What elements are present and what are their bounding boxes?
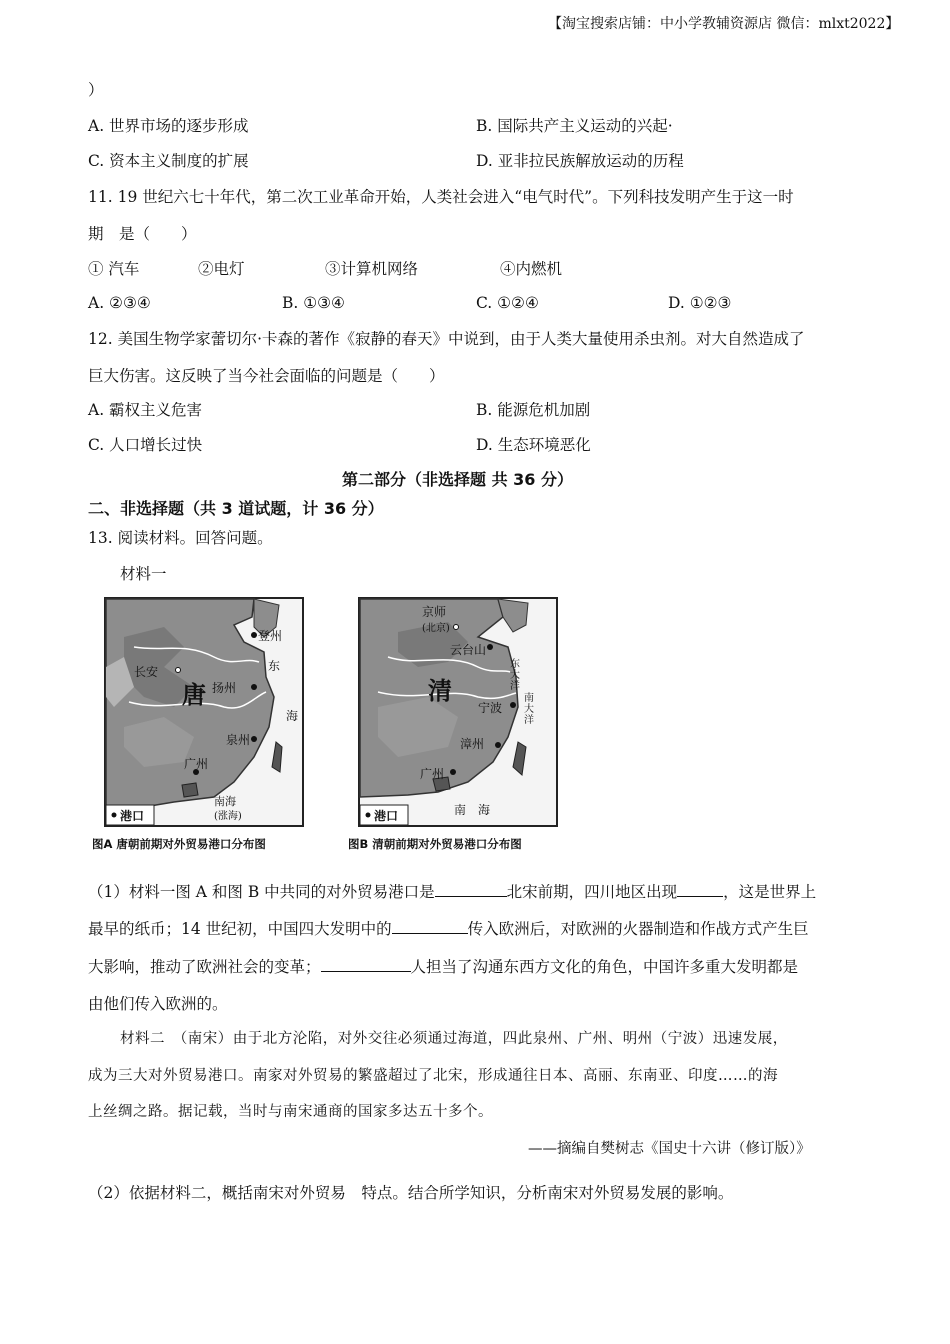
map-b-qing xyxy=(358,597,558,827)
material2-line3: 上丝绸之路。据记载，当时与南宋通商的国家多达五十多个。 xyxy=(88,1104,493,1120)
q12-stem-line1: 12. 美国生物学家蕾切尔·卡森的著作《寂静的春天》中说到，由于人类大量使用杀虫剂。对大自然造成了 xyxy=(88,330,805,348)
map-a-sea-east-1: 东 xyxy=(268,659,281,673)
map-b-place-jingshi: 京师 xyxy=(422,605,447,619)
map-b-place-beijing: (北京) xyxy=(422,623,450,634)
q11-option-b: B. ①③④ xyxy=(282,294,345,312)
map-b-east-ocean: 东大洋 xyxy=(510,659,520,692)
q13-sub1-text-1c: ，这是世界上 xyxy=(723,883,817,901)
q12-option-c: C. 人口增长过快 xyxy=(88,436,203,454)
q11-option-d: D. ①②③ xyxy=(668,294,732,312)
q13-sub1-text-3b: 人担当了沟通东西方文化的角色，中国许多重大发明都是 xyxy=(410,958,799,976)
map-a-dynasty-label: 唐 xyxy=(182,680,206,709)
map-a-sea-east-2: 海 xyxy=(286,709,299,723)
answer-blank-2[interactable] xyxy=(677,882,723,897)
q13-sub1-text-1a: （1）材料一图 A 和图 B 中共同的对外贸易港口是 xyxy=(88,883,435,901)
map-b-south-ocean: 南大洋 xyxy=(524,693,534,726)
q13-sub1-text-3a: 大影响，推动了欧洲社会的变革； xyxy=(88,958,321,976)
map-a-tang xyxy=(104,597,304,827)
map-b-place-zhangzhou: 漳州 xyxy=(460,737,485,751)
q12-option-d: D. 生态环境恶化 xyxy=(476,436,591,454)
map-a-place-guangzhou: 广州 xyxy=(184,757,209,771)
map-a-legend-port: 港口 xyxy=(120,809,145,823)
q13-sub1-text-2a: 最早的纸币；14 世纪初，中国四大发明中的 xyxy=(88,920,392,938)
q10-continuation: ） xyxy=(88,81,104,99)
q12-stem-line2: 巨大伤害。这反映了当今社会面临的问题是（ ） xyxy=(88,367,445,385)
material1-label: 材料一 xyxy=(120,565,167,583)
q10-option-a: A. 世界市场的逐步形成 xyxy=(88,117,249,135)
q12-option-b: B. 能源危机加剧 xyxy=(476,401,591,419)
map-b-caption: 图B 清朝前期对外贸易港口分布图 xyxy=(348,837,522,851)
q11-option-a: A. ②③④ xyxy=(88,294,151,312)
q11-item-2: ②电灯 xyxy=(198,260,245,278)
q12-option-a: A. 霸权主义危害 xyxy=(88,401,203,419)
map-b-dynasty-label: 清 xyxy=(428,676,452,705)
map-a-caption: 图A 唐朝前期对外贸易港口分布图 xyxy=(92,837,266,851)
page-header: 【淘宝搜索店铺：中小学教辅资源店 微信：mlxt2022】 xyxy=(548,16,900,32)
q13-sub1-line2 xyxy=(88,919,809,939)
map-b-place-yuntaishan: 云台山 xyxy=(450,643,487,657)
q13-sub1-line1 xyxy=(88,882,816,902)
q13-sub1-text-1b: 北宋前期，四川地区出现 xyxy=(506,883,678,901)
map-a-place-yangzhou: 扬州 xyxy=(212,681,237,695)
q10-option-b: B. 国际共产主义运动的兴起· xyxy=(476,117,673,135)
q11-option-c: C. ①②④ xyxy=(476,294,539,312)
material2-line1: 材料二 （南宋）由于北方沦陷，对外交往必须通过海道，四此泉州、广州、明州（宁波）迅速发展， xyxy=(120,1031,788,1047)
q11-stem-line1: 11. 19 世纪六七十年代，第二次工业革命开始，人类社会进入“电气时代”。下列科技发明产生于这一时 xyxy=(88,188,794,206)
map-b-legend-port: 港口 xyxy=(374,809,399,823)
q13-sub1-line4: 由他们传入欧洲的。 xyxy=(88,995,228,1013)
q13-sub2: （2）依据材料二，概括南宋对外贸易 特点。结合所学知识，分析南宋对外贸易发展的影响。 xyxy=(88,1184,734,1202)
q10-option-c: C. 资本主义制度的扩展 xyxy=(88,152,249,170)
part2-title: 第二部分（非选择题 共 36 分） xyxy=(342,470,573,489)
answer-blank-3[interactable] xyxy=(392,919,468,934)
q11-item-3: ③计算机网络 xyxy=(325,260,419,278)
q13-stem: 13. 阅读材料。回答问题。 xyxy=(88,529,273,547)
section-heading: 二、非选择题（共 3 道试题，计 36 分） xyxy=(88,499,384,518)
q13-sub1-text-2b: 传入欧洲后，对欧洲的火器制造和作战方式产生巨 xyxy=(467,920,809,938)
q11-item-1: ① 汽车 xyxy=(88,260,140,278)
material2-line2: 成为三大对外贸易港口。南家对外贸易的繁盛超过了北宋，形成通往日本、高丽、东南亚、印度……的海 xyxy=(88,1068,778,1084)
map-a-place-dengzhou: 登州 xyxy=(258,629,283,643)
q10-option-d: D. 亚非拉民族解放运动的历程 xyxy=(476,152,684,170)
material2-source: ——摘编自樊树志《国史十六讲（修订版）》 xyxy=(528,1141,811,1157)
answer-blank-1[interactable] xyxy=(435,882,507,897)
q11-item-4: ④内燃机 xyxy=(500,260,563,278)
map-a-sea-south-sub: (涨海) xyxy=(214,811,242,822)
answer-blank-4[interactable] xyxy=(321,957,411,972)
map-a-sea-south: 南海 xyxy=(214,795,236,808)
map-b-sea-south: 南 海 xyxy=(454,803,491,817)
map-b-place-guangzhou: 广州 xyxy=(420,767,445,781)
q13-sub1-line3 xyxy=(88,957,798,977)
q11-stem-line2: 期 是（ ） xyxy=(88,225,197,243)
map-a-place-changan: 长安 xyxy=(134,665,159,679)
map-b-place-ningbo: 宁波 xyxy=(478,701,503,715)
map-a-place-quanzhou: 泉州 xyxy=(226,733,251,747)
